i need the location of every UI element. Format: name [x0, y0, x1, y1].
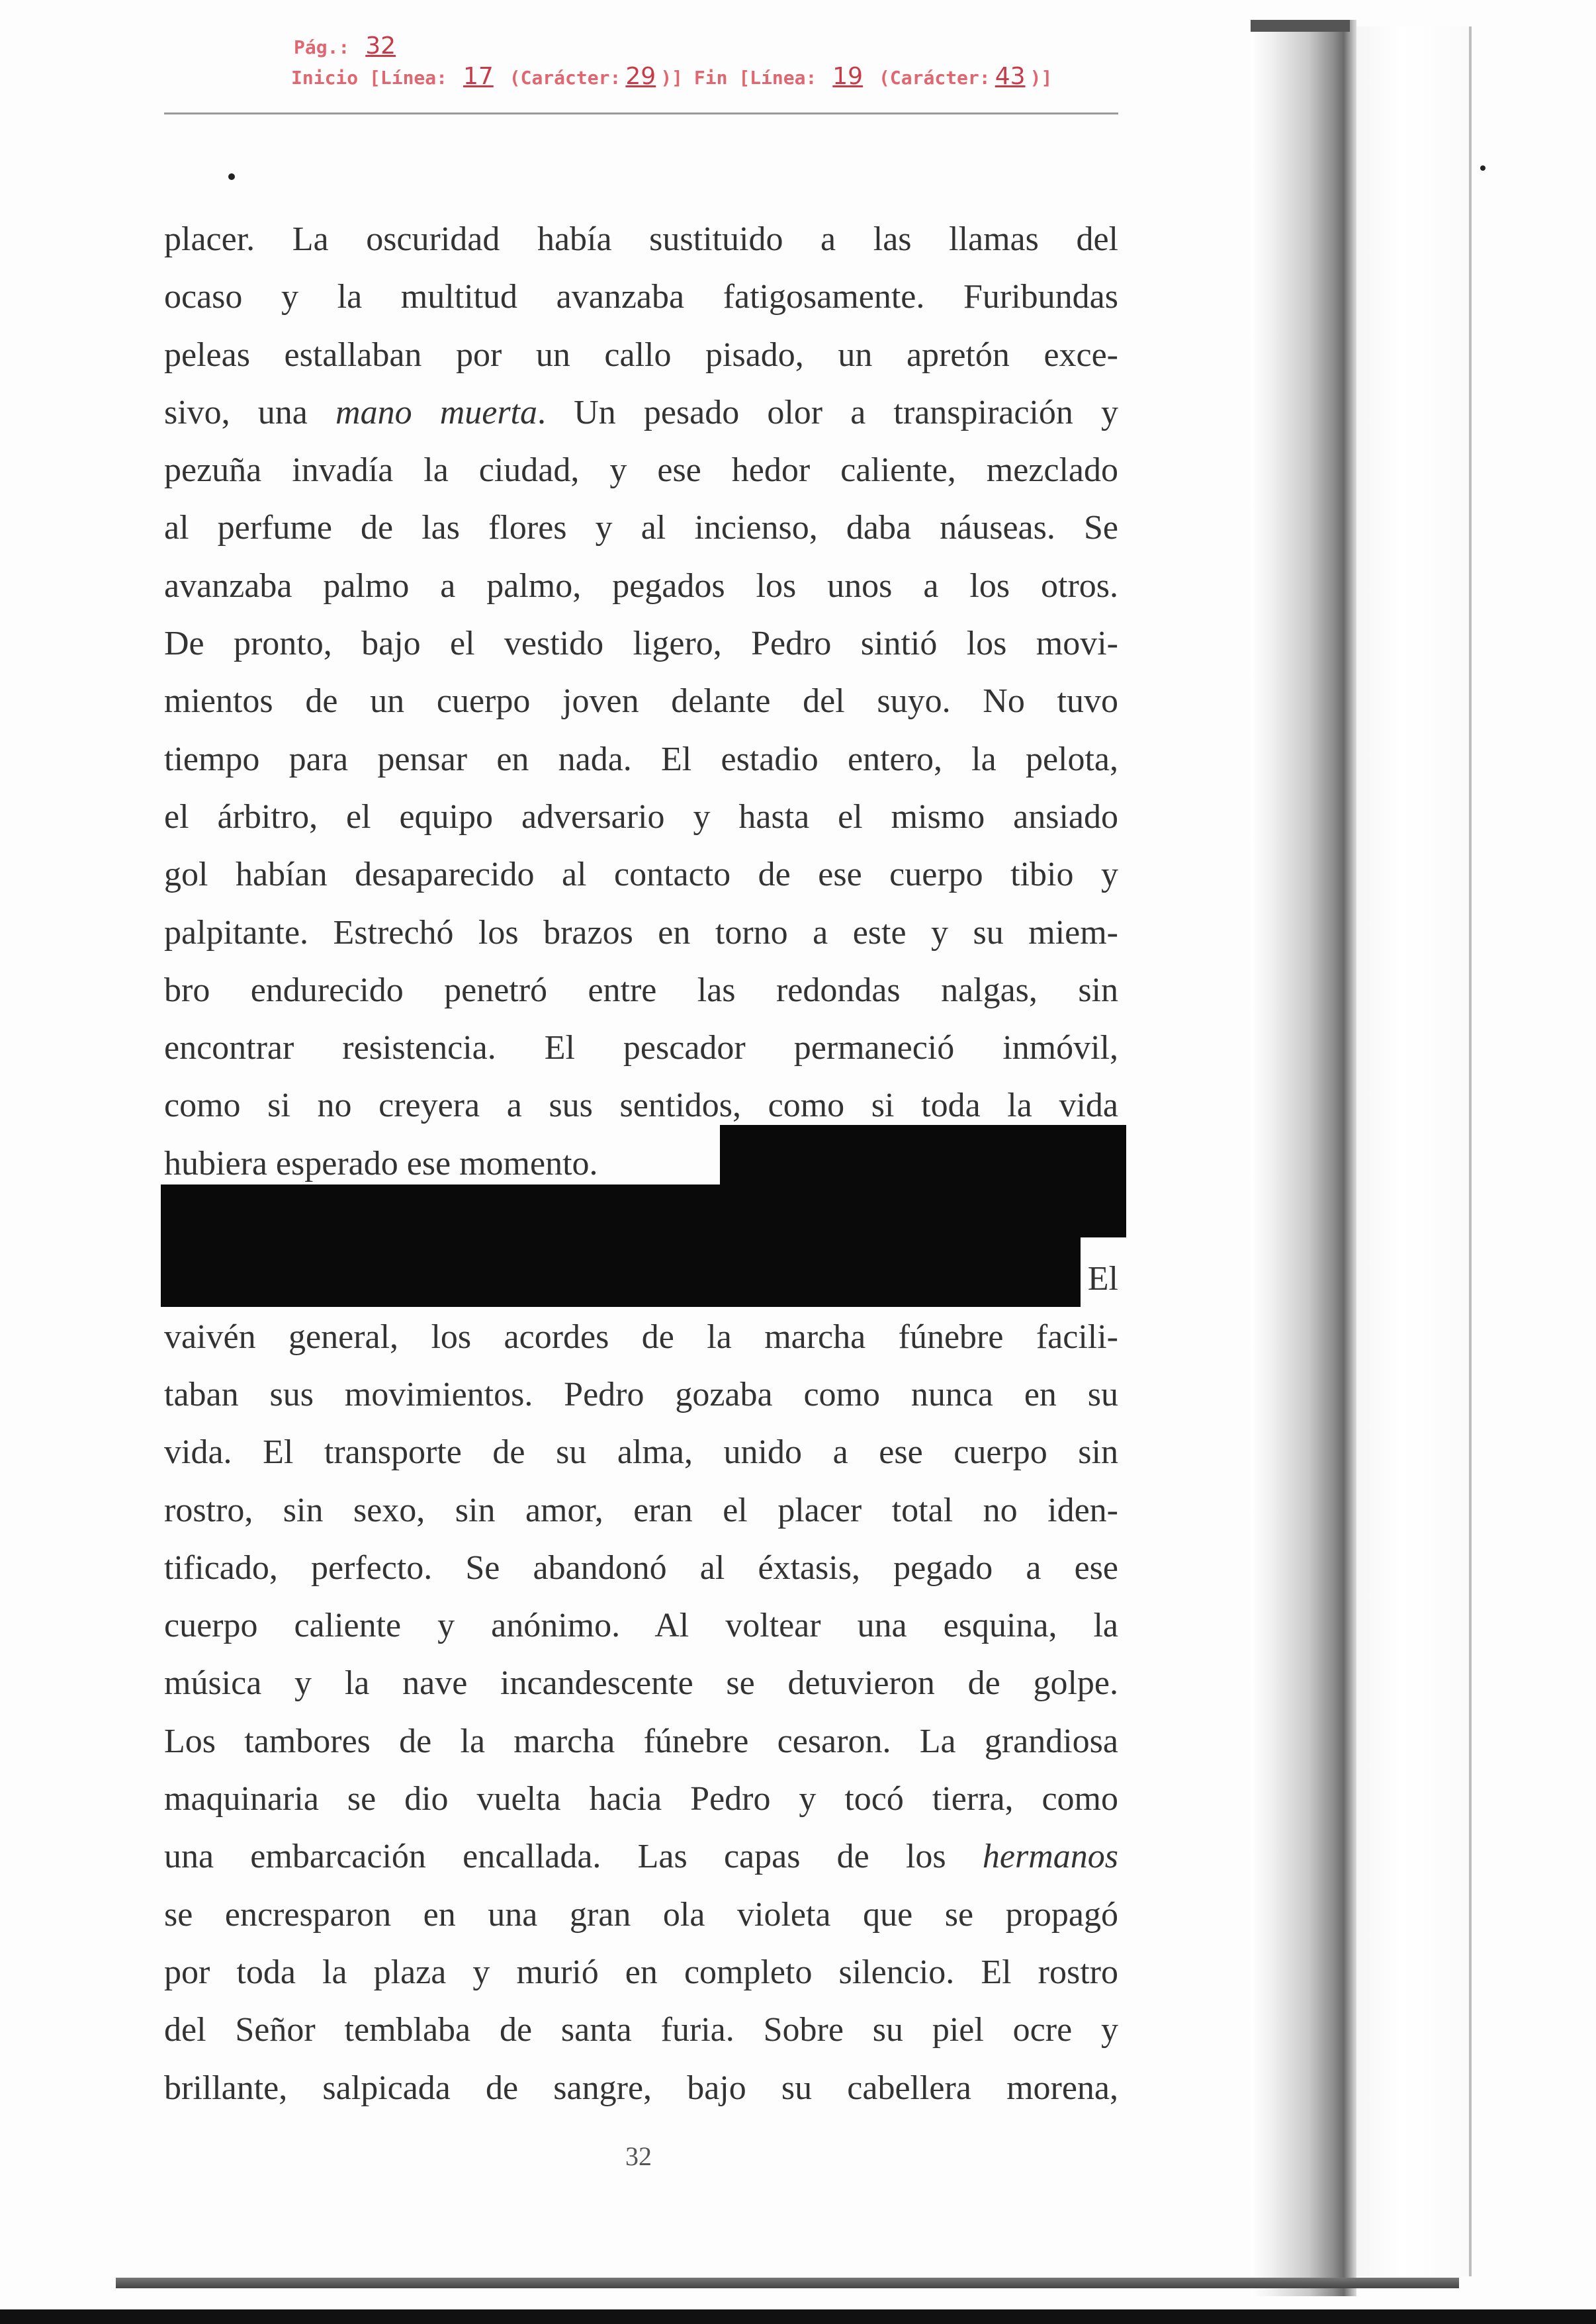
text-line: al perfume de las flores y al incienso, daba náuseas. Se [164, 509, 1118, 547]
text-line: cuerpo caliente y anónimo. Al voltear una esquina, la [164, 1607, 1118, 1645]
redaction-block [720, 1125, 1081, 1307]
text-line: brillante, salpicada de sangre, bajo su cabellera morena, [164, 2069, 1118, 2107]
ink-speck [228, 173, 235, 180]
page-number: 32 [625, 2141, 652, 2171]
text-line: música y la nave incandescente se detuvieron de golpe. [164, 1664, 1118, 1703]
text-line: por toda la plaza y murió en completo silencio. El rostro [164, 1953, 1118, 1991]
inicio-caracter-value: 29 [625, 63, 656, 90]
text-line-with-italic: una embarcación encallada. Las capas de los hermanos [164, 1838, 1118, 1876]
fin-caracter-value: 43 [995, 63, 1026, 90]
text-line: Los tambores de la marcha fúnebre cesaron. La grandiosa [164, 1722, 1118, 1760]
inicio-linea-value: 17 [463, 63, 494, 90]
page-stamp [291, 32, 1052, 93]
text-line: palpitante. Estrechó los brazos en torno a este y su miem- [164, 913, 1118, 952]
fin-linea-value: 19 [832, 63, 864, 90]
text-line: tiempo para pensar en nada. El estadio entero, la pelota, [164, 740, 1118, 778]
header-rule [164, 112, 1118, 114]
text-line: el árbitro, el equipo adversario y hasta el mismo ansiado [164, 797, 1118, 836]
text-line: gol habían desaparecido al contacto de ese cuerpo tibio y [164, 856, 1118, 894]
text-line: avanzaba palmo a palmo, pegados los unos a los otros. [164, 566, 1118, 605]
book-gutter [1251, 20, 1356, 2296]
pag-value: 32 [365, 32, 396, 60]
fin-label: )] Fin [Línea: [660, 67, 817, 89]
text-line: hubiera esperado ese momento. [164, 1144, 598, 1183]
facing-page-edge [1356, 26, 1472, 2276]
text-line: rostro, sin sexo, sin amor, eran el placer total no iden- [164, 1491, 1118, 1529]
text-line: vida. El transporte de su alma, unido a ese cuerpo sin [164, 1433, 1118, 1472]
pag-label: Pág.: [294, 36, 350, 58]
text-line-with-italic: sivo, una mano muerta. Un pesado olor a transpiración y [164, 393, 1118, 431]
text-line: De pronto, bajo el vestido ligero, Pedro sintió los movi- [164, 625, 1118, 663]
text-line: mientos de un cuerpo joven delante del suyo. No tuvo [164, 682, 1118, 721]
text-line: ocaso y la multitud avanzaba fatigosamente. Furibundas [164, 278, 1118, 316]
gutter-top-edge [1251, 20, 1350, 32]
ink-speck [1480, 165, 1485, 171]
text-line: placer. La oscuridad había sustituido a las llamas del [164, 220, 1118, 258]
text-line: tificado, perfecto. Se abandonó al éxtasis, pegado a ese [164, 1548, 1118, 1587]
text-line: vaivén general, los acordes de la marcha fúnebre facili- [164, 1318, 1118, 1356]
text-line: encontrar resistencia. El pescador permaneció inmóvil, [164, 1029, 1118, 1067]
italic-phrase: mano muerta [335, 393, 538, 431]
caracter-label: (Carácter: [509, 67, 621, 89]
text-line: bro endurecido penetró entre las redondas nalgas, sin [164, 971, 1118, 1009]
scanner-edge [0, 2309, 1596, 2324]
resume-word: El [1087, 1260, 1118, 1298]
stamp-close: )] [1030, 67, 1053, 89]
text-line: se encresparon en una gran ola violeta que se propagó [164, 1895, 1118, 1934]
caracter-label-2: (Carácter: [879, 67, 991, 89]
text-line: del Señor temblaba de santa furia. Sobre su piel ocre y [164, 2011, 1118, 2049]
text-line: taban sus movimientos. Pedro gozaba como nunca en su [164, 1375, 1118, 1413]
italic-word: hermanos [982, 1838, 1118, 1876]
text-line: peleas estallaban por un callo pisado, un apretón exce- [164, 335, 1118, 374]
text-line: como si no creyera a sus sentidos, como si toda la vida [164, 1087, 1118, 1125]
text-line: maquinaria se dio vuelta hacia Pedro y tocó tierra, como [164, 1780, 1118, 1818]
page-bottom-edge [116, 2278, 1459, 2288]
text-line: pezuña invadía la ciudad, y ese hedor caliente, mezclado [164, 451, 1118, 490]
inicio-label: Inicio [Línea: [291, 67, 448, 89]
